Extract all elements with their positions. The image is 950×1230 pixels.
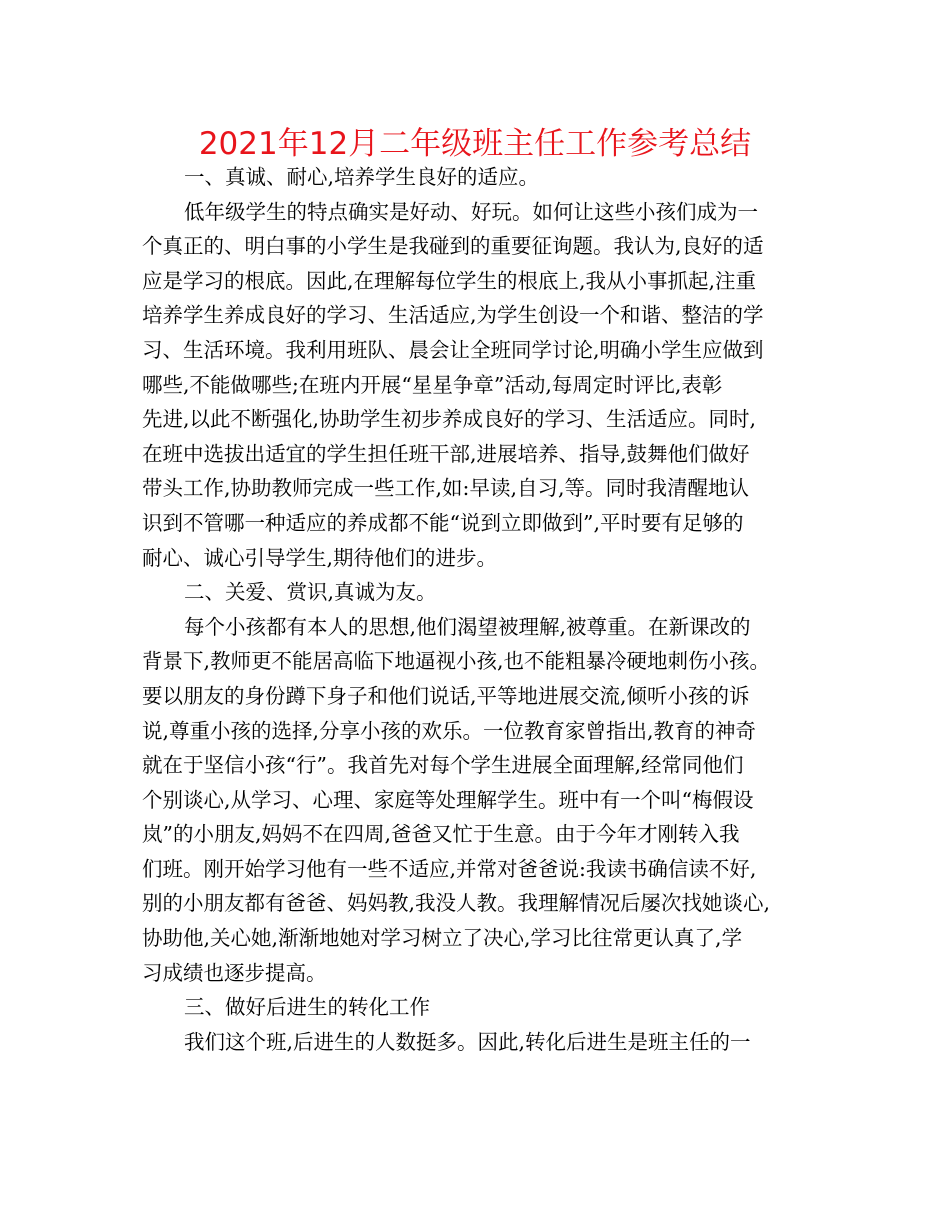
paragraph-line: 三、做好后进生的转化工作 xyxy=(184,995,430,1020)
paragraph-line: 别的小朋友都有爸爸、妈妈教,我没人教。我理解情况后屡次找她谈心, xyxy=(142,891,771,916)
paragraph-line: 一、真诚、耐心,培养学生良好的适应。 xyxy=(184,165,540,189)
paragraph-line: 应是学习的根底。因此,在理解每位学生的根底上,我从小事抓起,注重 xyxy=(142,268,757,293)
paragraph-line: 每个小孩都有本人的思想,他们渴望被理解,被尊重。在新课改的 xyxy=(184,614,751,639)
document-body xyxy=(142,160,822,1059)
paragraph-line: 个真正的、明白事的小学生是我碰到的重要征询题。我认为,良好的适 xyxy=(142,234,764,259)
paragraph-line: 识到不管哪一种适应的养成都不能“说到立即做到”,平时要有足够的 xyxy=(142,510,744,535)
paragraph-line: 习、生活环境。我利用班队、晨会让全班同学讨论,明确小学生应做到 xyxy=(142,337,764,362)
paragraph-line: 耐心、诚心引导学生,期待他们的进步。 xyxy=(142,545,498,570)
paragraph-line: 个别谈心,从学习、心理、家庭等处理解学生。班中有一个叫“梅假设 xyxy=(142,787,754,812)
paragraph-line: 背景下,教师更不能居高临下地逼视小孩,也不能粗暴冷硬地刺伤小孩。 xyxy=(142,649,771,674)
paragraph-line: 培养学生养成良好的学习、生活适应,为学生创设一个和谐、整洁的学 xyxy=(142,303,764,328)
paragraph-line: 协助他,关心她,渐渐地她对学习树立了决心,学习比往常更认真了,学 xyxy=(142,926,743,951)
paragraph-line: 们班。刚开始学习他有一些不适应,并常对爸爸说:我读书确信读不好, xyxy=(142,856,757,881)
paragraph-line: 先进,以此不断强化,协助学生初步养成良好的学习、生活适应。同时, xyxy=(142,407,757,432)
paragraph-line: 习成绩也逐步提高。 xyxy=(142,960,327,985)
paragraph-line: 低年级学生的特点确实是好动、好玩。如何让这些小孩们成为一 xyxy=(184,199,758,224)
paragraph-line: 说,尊重小孩的选择,分享小孩的欢乐。一位教育家曾指出,教育的神奇 xyxy=(142,718,757,743)
paragraph-line: 带头工作,协助教师完成一些工作,如:早读,自习,等。同时我清醒地认 xyxy=(142,476,749,501)
paragraph-line: 我们这个班,后进生的人数挺多。因此,转化后进生是班主任的一 xyxy=(184,1029,751,1054)
paragraph-line: 哪些,不能做哪些;在班内开展“星星争章”活动,每周定时评比,表彰 xyxy=(142,372,723,397)
paragraph-line: 在班中选拔出适宜的学生担任班干部,进展培养、指导,鼓舞他们做好 xyxy=(142,441,750,466)
paragraph-line: 二、关爱、赏识,真诚为友。 xyxy=(184,580,437,605)
document-title: 2021年12月二年级班主任工作参考总结 xyxy=(198,126,752,162)
paragraph-line: 要以朋友的身份蹲下身子和他们说话,平等地进展交流,倾听小孩的诉 xyxy=(142,683,750,708)
paragraph-line: 就在于坚信小孩“行”。我首先对每个学生进展全面理解,经常同他们 xyxy=(142,753,744,778)
paragraph-line: 岚”的小朋友,妈妈不在四周,爸爸又忙于生意。由于今年才刚转入我 xyxy=(142,822,740,847)
